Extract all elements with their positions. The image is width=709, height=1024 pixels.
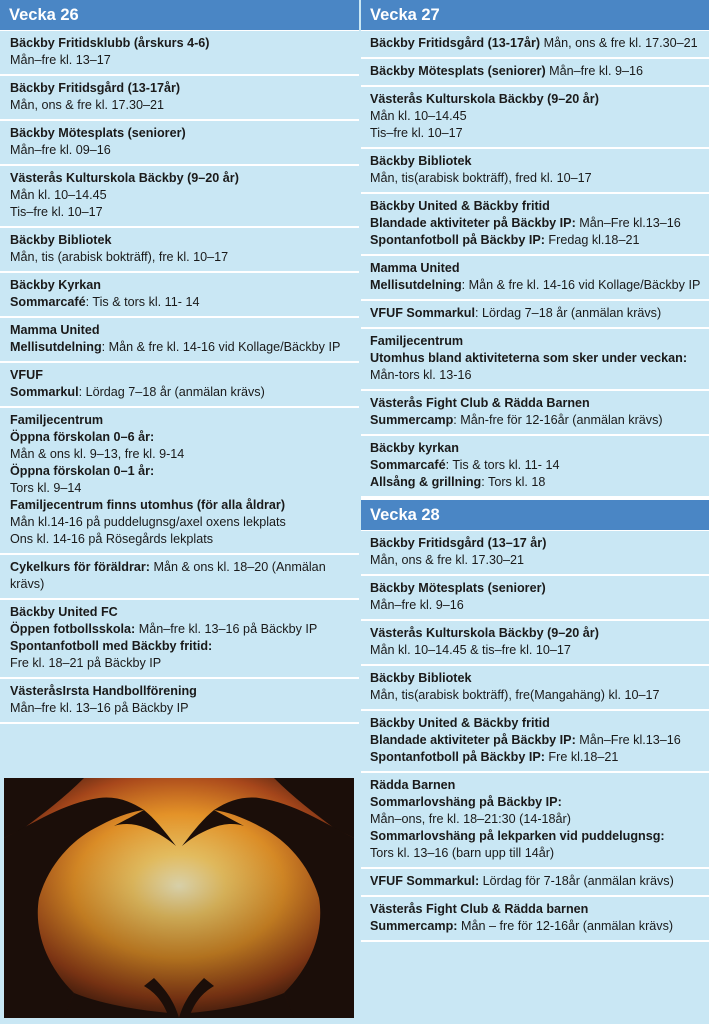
entry-line xyxy=(370,777,701,794)
entry-line-bold: Mamma United xyxy=(10,323,100,337)
schedule-entry xyxy=(0,76,359,121)
entry-line-text: Mån & ons kl. 9–13, fre kl. 9-14 xyxy=(10,447,185,461)
entry-line-text: : Lördag 7–18 år (anmälan krävs) xyxy=(78,385,265,399)
entry-line-text: Mån–fre kl. 13–16 på Bäckby IP xyxy=(10,701,189,715)
schedule-entry xyxy=(361,869,709,897)
entry-line-text: : Tors kl. 18 xyxy=(481,475,546,489)
entry-line-bold: Västerås Kulturskola Bäckby (9–20 år) xyxy=(370,92,599,106)
entry-line xyxy=(10,446,351,463)
entry-line-bold: Bäckby Fritidsgård (13-17år) xyxy=(10,81,181,95)
entry-line xyxy=(10,480,351,497)
entry-line-bold: Summercamp xyxy=(370,413,454,427)
entry-line xyxy=(10,170,351,187)
entry-line xyxy=(10,638,351,655)
entry-line-bold: Mellisutdelning xyxy=(10,340,102,354)
entry-line-bold: Allsång & grillning xyxy=(370,475,482,489)
schedule-entry xyxy=(0,273,359,318)
entry-line-text: Fredag kl.18–21 xyxy=(544,233,640,247)
entry-line xyxy=(10,604,351,621)
entry-line-bold: Bäckby Bibliotek xyxy=(10,233,112,247)
entry-line xyxy=(370,108,701,125)
entry-line xyxy=(370,35,701,52)
schedule-entry xyxy=(361,329,709,391)
entry-line xyxy=(10,497,351,514)
entry-line xyxy=(370,670,701,687)
entry-line xyxy=(10,559,351,593)
entry-line xyxy=(370,91,701,108)
entry-line xyxy=(10,463,351,480)
entry-line xyxy=(370,125,701,142)
entry-line-bold: Spontanfotboll med Bäckby fritid: xyxy=(10,639,213,653)
week-26-header: Vecka 26 xyxy=(0,0,359,31)
week-27-header: Vecka 27 xyxy=(361,0,709,31)
entry-line xyxy=(370,580,701,597)
entry-line-bold: Öppen fotbollsskola: xyxy=(10,622,136,636)
entry-line-bold: Västerås Kulturskola Bäckby (9–20 år) xyxy=(10,171,239,185)
entry-line-text: : Mån & fre kl. 14-16 vid Kollage/Bäckby IP xyxy=(101,340,341,354)
entry-line xyxy=(370,828,701,845)
schedule-entry xyxy=(361,59,709,87)
entry-line-text: Mån kl. 10–14.45 & tis–fre kl. 10–17 xyxy=(370,643,571,657)
entry-line xyxy=(370,457,701,474)
entry-line xyxy=(10,294,351,311)
entry-line-bold: Sommarlovshäng på lekparken vid puddelugnsg: xyxy=(370,829,665,843)
entry-line xyxy=(370,305,701,322)
entry-line-text: Mån–fre kl. 09–16 xyxy=(10,143,111,157)
entry-line-bold: VästeråsIrsta Handbollförening xyxy=(10,684,197,698)
entry-line-bold: Bäckby Mötesplats (seniorer) xyxy=(370,581,546,595)
entry-line-bold: Utomhus bland aktiviteterna som sker under veckan: xyxy=(370,351,688,365)
entry-line xyxy=(370,687,701,704)
entry-line xyxy=(370,350,701,384)
entry-line xyxy=(10,514,351,531)
entry-line xyxy=(370,333,701,350)
entry-line-text: : Mån-fre för 12-16år (anmälan krävs) xyxy=(453,413,663,427)
entry-line-bold: Sommarcafé xyxy=(370,458,446,472)
schedule-entry xyxy=(0,363,359,408)
schedule-entry xyxy=(0,408,359,555)
entry-line-bold: Bäckby Kyrkan xyxy=(10,278,102,292)
entry-line-text: Mån, ons & fre kl. 17.30–21 xyxy=(10,98,165,112)
schedule-entry xyxy=(0,228,359,273)
entry-line-text: Tors kl. 13–16 (barn upp till 14år) xyxy=(370,846,555,860)
entry-line-bold: Bäckby United & Bäckby fritid xyxy=(370,716,550,730)
entry-line xyxy=(10,232,351,249)
entry-line-text: : Tis & tors kl. 11- 14 xyxy=(85,295,200,309)
entry-line xyxy=(370,215,701,232)
entry-line xyxy=(370,552,701,569)
footer-strip xyxy=(0,1018,709,1024)
entry-line-text: Mån–fre kl. 9–16 xyxy=(370,598,464,612)
entry-line xyxy=(10,277,351,294)
entry-line-text: Ons kl. 14-16 på Rösegårds lekplats xyxy=(10,532,214,546)
entry-line xyxy=(370,749,701,766)
entry-line xyxy=(370,732,701,749)
schedule-entry xyxy=(361,301,709,329)
schedule-entry xyxy=(361,436,709,498)
schedule-entry xyxy=(361,897,709,942)
entry-line xyxy=(370,625,701,642)
schedule-entry xyxy=(361,194,709,256)
entry-line-bold: Bäckby United & Bäckby fritid xyxy=(370,199,550,213)
schedule-entry xyxy=(0,555,359,600)
entry-line xyxy=(10,339,351,356)
entry-line xyxy=(10,249,351,266)
entry-line xyxy=(10,655,351,672)
entry-line xyxy=(370,63,701,80)
entry-line xyxy=(10,683,351,700)
entry-line xyxy=(370,901,701,918)
heart-hands-photo xyxy=(4,778,354,1018)
schedule-entry xyxy=(361,149,709,194)
schedule-entry xyxy=(361,391,709,436)
schedule-entry xyxy=(0,318,359,363)
entry-line xyxy=(10,322,351,339)
entry-line xyxy=(370,153,701,170)
entry-line-bold: Spontanfotboll på Bäckby IP: xyxy=(370,750,545,764)
entry-line-bold: Rädda Barnen xyxy=(370,778,456,792)
entry-line-bold: Spontanfotboll på Bäckby IP: xyxy=(370,233,545,247)
week-27-list xyxy=(361,31,709,498)
entry-line-bold: Bäckby Fritidsgård (13–17 år) xyxy=(370,536,547,550)
entry-line-bold: Mellisutdelning xyxy=(370,278,462,292)
entry-line-bold: Mamma United xyxy=(370,261,460,275)
entry-line-text: Tors kl. 9–14 xyxy=(10,481,82,495)
entry-line xyxy=(10,125,351,142)
entry-line-bold: Bäckby Fritidsgård (13-17år) xyxy=(370,36,541,50)
entry-line-bold: Familjecentrum xyxy=(370,334,464,348)
entry-line xyxy=(370,232,701,249)
entry-line xyxy=(370,845,701,862)
entry-line-bold: VFUF Sommarkul xyxy=(370,306,475,320)
entry-line xyxy=(370,170,701,187)
entry-line xyxy=(10,531,351,548)
entry-line xyxy=(370,873,701,890)
entry-line-text: Mån–fre kl. 13–16 på Bäckby IP xyxy=(135,622,318,636)
entry-line-bold: Bäckby Bibliotek xyxy=(370,154,472,168)
entry-line-text: Mån – fre för 12-16år (anmälan krävs) xyxy=(457,919,674,933)
schedule-entry xyxy=(361,87,709,149)
entry-line-text: Mån, ons & fre kl. 17.30–21 xyxy=(370,553,525,567)
entry-line-bold: Summercamp: xyxy=(370,919,458,933)
entry-line-bold: Familjecentrum xyxy=(10,413,104,427)
schedule-entry xyxy=(0,600,359,679)
entry-line-text: Mån, tis(arabisk bokträff), fred kl. 10–17 xyxy=(370,171,592,185)
entry-line xyxy=(370,811,701,828)
entry-line-bold: Öppna förskolan 0–1 år: xyxy=(10,464,155,478)
entry-line-text: Tis–fre kl. 10–17 xyxy=(370,126,463,140)
entry-line-bold: Sommarlovshäng på Bäckby IP: xyxy=(370,795,562,809)
entry-line-text: Mån–ons, fre kl. 18–21:30 (14-18år) xyxy=(370,812,571,826)
entry-line-text: Fre kl.18–21 xyxy=(544,750,619,764)
entry-line-bold: Bäckby Bibliotek xyxy=(370,671,472,685)
entry-line xyxy=(10,35,351,52)
entry-line-bold: Västerås Fight Club & Rädda Barnen xyxy=(370,396,590,410)
entry-line-bold: VFUF xyxy=(10,368,43,382)
entry-line xyxy=(370,535,701,552)
entry-line xyxy=(370,474,701,491)
entry-line-text: Fre kl. 18–21 på Bäckby IP xyxy=(10,656,162,670)
entry-line xyxy=(10,412,351,429)
entry-line xyxy=(370,260,701,277)
entry-line-bold: Blandade aktiviteter på Bäckby IP: xyxy=(370,733,576,747)
entry-line-bold: Bäckby Fritidsklubb (årskurs 4-6) xyxy=(10,36,210,50)
schedule-entry xyxy=(361,576,709,621)
entry-line-bold: Västerås Kulturskola Bäckby (9–20 år) xyxy=(370,626,599,640)
schedule-entry xyxy=(361,31,709,59)
entry-line xyxy=(10,97,351,114)
heart-hands-image xyxy=(4,778,354,1018)
schedule-entry xyxy=(361,773,709,869)
schedule-entry xyxy=(361,531,709,576)
week-28-list xyxy=(361,531,709,942)
entry-line-text: Tis–fre kl. 10–17 xyxy=(10,205,103,219)
entry-line-text: Mån–Fre kl.13–16 xyxy=(575,216,681,230)
entry-line-text: Mån, tis (arabisk bokträff), fre kl. 10–17 xyxy=(10,250,229,264)
entry-line-bold: Bäckby United FC xyxy=(10,605,118,619)
entry-line xyxy=(370,715,701,732)
entry-line xyxy=(370,277,701,294)
entry-line-text: Mån, ons & fre kl. 17.30–21 xyxy=(540,36,698,50)
entry-line xyxy=(370,440,701,457)
week-28-header: Vecka 28 xyxy=(361,498,709,531)
entry-line xyxy=(370,412,701,429)
entry-line xyxy=(370,918,701,935)
entry-line xyxy=(10,700,351,717)
schedule-entry xyxy=(361,711,709,773)
entry-line xyxy=(10,429,351,446)
entry-line-text: Mån, tis(arabisk bokträff), fre(Mangahäng) kl. 10–17 xyxy=(370,688,660,702)
schedule-entry xyxy=(361,256,709,301)
schedule-entry xyxy=(0,121,359,166)
entry-line xyxy=(10,142,351,159)
entry-line-bold: Bäckby kyrkan xyxy=(370,441,459,455)
entry-line xyxy=(10,204,351,221)
entry-line-text: Lördag för 7-18år (anmälan krävs) xyxy=(479,874,674,888)
entry-line xyxy=(10,80,351,97)
entry-line xyxy=(370,198,701,215)
entry-line-text: : Tis & tors kl. 11- 14 xyxy=(445,458,560,472)
entry-line-bold: Sommarcafé xyxy=(10,295,86,309)
schedule-entry xyxy=(0,31,359,76)
entry-line xyxy=(10,367,351,384)
entry-line-text: Mån kl. 10–14.45 xyxy=(370,109,467,123)
entry-line-text: Mån kl.14-16 på puddelugnsg/axel oxens lekplats xyxy=(10,515,286,529)
schedule-entry xyxy=(0,679,359,724)
schedule-entry xyxy=(0,166,359,228)
entry-line xyxy=(370,794,701,811)
schedule-entry xyxy=(361,621,709,666)
entry-line-bold: Familjecentrum finns utomhus (för alla åldrar) xyxy=(10,498,286,512)
entry-line-text: Mån-tors kl. 13-16 xyxy=(370,368,472,382)
entry-line-bold: Blandade aktiviteter på Bäckby IP: xyxy=(370,216,576,230)
week-26-list xyxy=(0,31,359,724)
entry-line-bold: VFUF Sommarkul: xyxy=(370,874,480,888)
entry-line xyxy=(370,395,701,412)
entry-line xyxy=(10,187,351,204)
entry-line-bold: Sommarkul xyxy=(10,385,79,399)
entry-line xyxy=(10,621,351,638)
entry-line-text: Mån–fre kl. 9–16 xyxy=(545,64,643,78)
entry-line-bold: Cykelkurs för föräldrar: xyxy=(10,560,150,574)
entry-line xyxy=(370,642,701,659)
entry-line-text: Mån & ons kl. 18–20 (Anmälan krävs) xyxy=(10,560,326,591)
schedule-entry xyxy=(361,666,709,711)
entry-line-bold: Bäckby Mötesplats (seniorer) xyxy=(10,126,186,140)
entry-line-text: Mån–Fre kl.13–16 xyxy=(575,733,681,747)
entry-line-text: : Mån & fre kl. 14-16 vid Kollage/Bäckby IP xyxy=(461,278,701,292)
entry-line xyxy=(10,52,351,69)
entry-line-bold: Västerås Fight Club & Rädda barnen xyxy=(370,902,589,916)
entry-line-bold: Öppna förskolan 0–6 år: xyxy=(10,430,155,444)
entry-line-text: : Lördag 7–18 år (anmälan krävs) xyxy=(474,306,662,320)
entry-line xyxy=(10,384,351,401)
entry-line-text: Mån–fre kl. 13–17 xyxy=(10,53,111,67)
entry-line-text: Mån kl. 10–14.45 xyxy=(10,188,107,202)
week-27-28-column xyxy=(361,0,709,1024)
entry-line-bold: Bäckby Mötesplats (seniorer) xyxy=(370,64,546,78)
entry-line xyxy=(370,597,701,614)
